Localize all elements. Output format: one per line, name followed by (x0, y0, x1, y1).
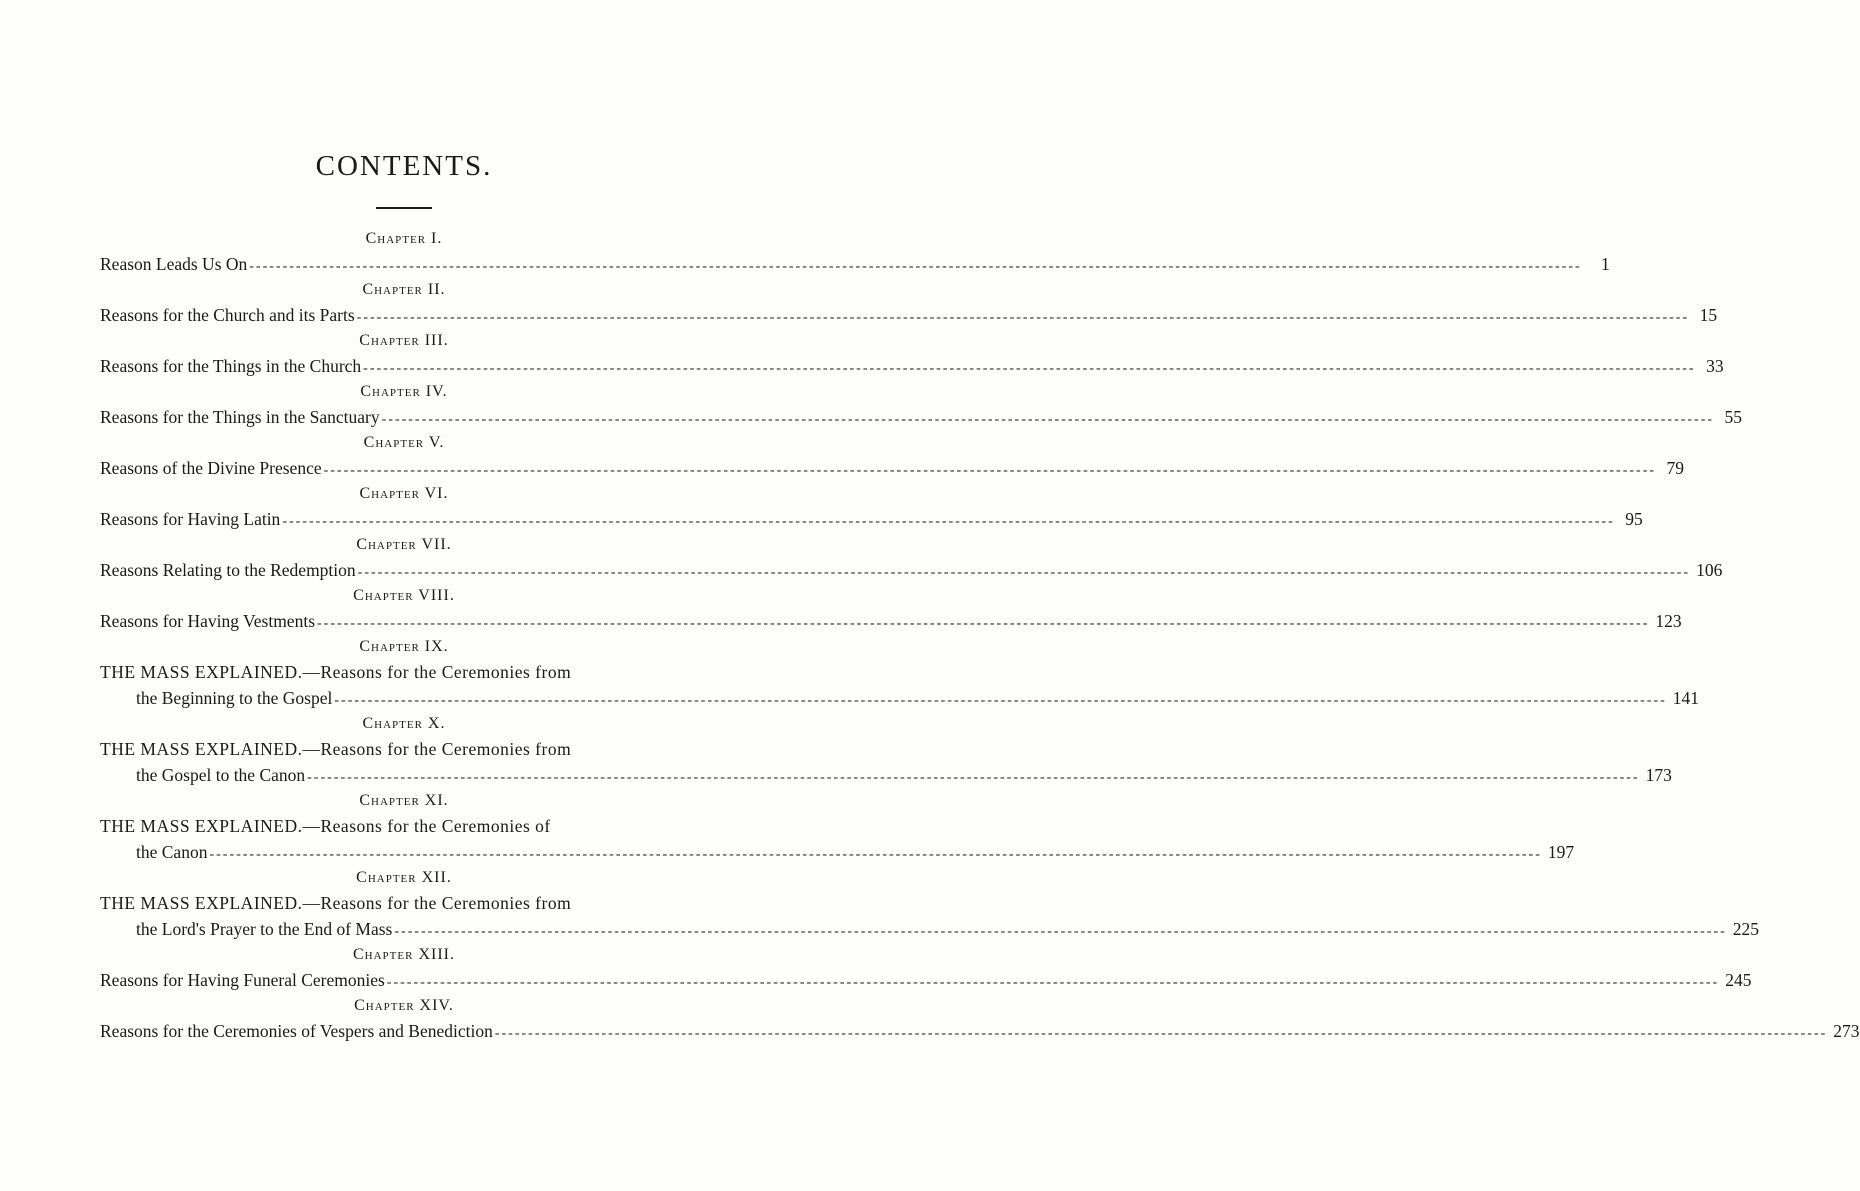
leader-dots: -------------------------------------------------------------------------------------------------------------------------------------------------------------------------------------------------------- (282, 514, 1615, 529)
chapter-heading: Chapter IX. (359, 638, 449, 655)
chapter-heading: Chapter VI. (359, 485, 449, 502)
toc-entry[interactable] (100, 608, 1682, 634)
page-number: 123 (1655, 611, 1682, 631)
leader-dots: -------------------------------------------------------------------------------------------------------------------------------------------------------------------------------------------------------- (323, 463, 1657, 478)
toc-entry[interactable] (100, 839, 1575, 865)
entry-first-line: THE MASS EXPLAINED.—Reasons for the Ceremonies from (100, 662, 572, 682)
leader-dots: -------------------------------------------------------------------------------------------------------------------------------------------------------------------------------------------------------- (334, 693, 1667, 708)
toc-chapter-7 (100, 532, 1723, 583)
entry-title: the Canon (136, 842, 208, 862)
chapter-heading: Chapter III. (359, 332, 449, 349)
page-number: 95 (1625, 509, 1643, 529)
toc-entry[interactable] (100, 353, 1724, 379)
toc-chapter-14 (100, 993, 1860, 1044)
toc-chapter-8 (100, 583, 1682, 634)
leader-dots: -------------------------------------------------------------------------------------------------------------------------------------------------------------------------------------------------------- (356, 310, 1690, 325)
leader-dots: -------------------------------------------------------------------------------------------------------------------------------------------------------------------------------------------------------- (363, 361, 1696, 376)
page-number: 79 (1666, 458, 1685, 478)
toc-chapter-1 (100, 226, 1610, 277)
entry-title: Reasons for the Church and its Parts (100, 305, 355, 325)
chapter-heading: Chapter VII. (356, 536, 452, 553)
entry-title: Reasons for Having Funeral Ceremonies (100, 970, 385, 990)
toc-chapter-12 (100, 865, 1760, 942)
leader-dots: -------------------------------------------------------------------------------------------------------------------------------------------------------------------------------------------------------- (494, 1026, 1828, 1041)
chapter-heading: Chapter XIII. (353, 946, 455, 963)
page-number: 106 (1696, 560, 1723, 580)
toc-chapter-10 (100, 711, 1672, 788)
chapter-heading: Chapter X. (362, 715, 446, 732)
page-number: 1 (1600, 254, 1610, 274)
toc-chapter-9 (100, 634, 1700, 711)
entry-title: Reason Leads Us On (100, 254, 248, 274)
toc-entry[interactable] (100, 506, 1643, 532)
chapter-heading: Chapter II. (362, 281, 446, 298)
leader-dots: -------------------------------------------------------------------------------------------------------------------------------------------------------------------------------------------------------- (381, 412, 1715, 427)
page-title: CONTENTS. (315, 150, 493, 182)
toc-chapter-2 (100, 277, 1718, 328)
toc-entry[interactable] (100, 557, 1723, 583)
page-number: 15 (1699, 305, 1718, 325)
page-number: 141 (1672, 688, 1700, 708)
toc-entry[interactable] (100, 916, 1760, 942)
toc-chapter-4 (100, 379, 1743, 430)
page-number: 245 (1725, 970, 1752, 990)
entry-title: Reasons of the Divine Presence (100, 458, 322, 478)
entry-first-line: THE MASS EXPLAINED.—Reasons for the Ceremonies of (100, 816, 551, 836)
table-of-contents (100, 226, 1860, 1044)
page-number: 273 (1833, 1021, 1860, 1041)
entry-title: Reasons for the Ceremonies of Vespers and Benediction (100, 1021, 493, 1041)
toc-entry[interactable] (100, 455, 1685, 481)
page-number: 33 (1706, 356, 1724, 376)
toc-entry[interactable] (100, 1018, 1860, 1044)
chapter-heading: Chapter I. (365, 230, 443, 247)
toc-entry[interactable] (100, 967, 1752, 993)
entry-title: the Gospel to the Canon (136, 765, 306, 785)
toc-chapter-6 (100, 481, 1643, 532)
page-number: 225 (1732, 919, 1760, 939)
chapter-heading: Chapter XIV. (354, 997, 454, 1014)
toc-entry[interactable] (100, 762, 1672, 788)
page-number: 173 (1645, 765, 1672, 785)
entry-title: Reasons for the Things in the Sanctuary (100, 407, 380, 427)
toc-chapter-11 (100, 788, 1575, 865)
toc-entry[interactable] (100, 302, 1718, 328)
entry-title: Reasons for the Things in the Church (100, 356, 362, 376)
page-number: 197 (1547, 842, 1575, 862)
leader-dots: -------------------------------------------------------------------------------------------------------------------------------------------------------------------------------------------------------- (357, 565, 1691, 580)
chapter-heading: Chapter XI. (359, 792, 449, 809)
leader-dots: -------------------------------------------------------------------------------------------------------------------------------------------------------------------------------------------------------- (307, 770, 1640, 785)
entry-first-line: THE MASS EXPLAINED.—Reasons for the Ceremonies from (100, 739, 572, 759)
toc-entry[interactable] (100, 251, 1610, 277)
entry-title: the Beginning to the Gospel (136, 688, 333, 708)
entry-title: Reasons for Having Vestments (100, 611, 315, 631)
title-rule (376, 207, 432, 209)
leader-dots: -------------------------------------------------------------------------------------------------------------------------------------------------------------------------------------------------------- (386, 975, 1720, 990)
chapter-heading: Chapter V. (363, 434, 445, 451)
entry-title: the Lord's Prayer to the End of Mass (136, 919, 393, 939)
leader-dots: -------------------------------------------------------------------------------------------------------------------------------------------------------------------------------------------------------- (249, 259, 1582, 274)
entry-title: Reasons for Having Latin (100, 509, 281, 529)
leader-dots: -------------------------------------------------------------------------------------------------------------------------------------------------------------------------------------------------------- (209, 847, 1542, 862)
entry-first-line: THE MASS EXPLAINED.—Reasons for the Ceremonies from (100, 893, 572, 913)
chapter-heading: Chapter IV. (360, 383, 448, 400)
toc-entry[interactable] (100, 685, 1700, 711)
page-number: 55 (1724, 407, 1743, 427)
leader-dots: -------------------------------------------------------------------------------------------------------------------------------------------------------------------------------------------------------- (394, 924, 1727, 939)
toc-chapter-3 (100, 328, 1724, 379)
leader-dots: -------------------------------------------------------------------------------------------------------------------------------------------------------------------------------------------------------- (317, 616, 1650, 631)
toc-chapter-5 (100, 430, 1685, 481)
chapter-heading: Chapter XII. (356, 869, 452, 886)
entry-title: Reasons Relating to the Redemption (100, 560, 356, 580)
toc-chapter-13 (100, 942, 1752, 993)
chapter-heading: Chapter VIII. (353, 587, 455, 604)
toc-entry[interactable] (100, 404, 1743, 430)
